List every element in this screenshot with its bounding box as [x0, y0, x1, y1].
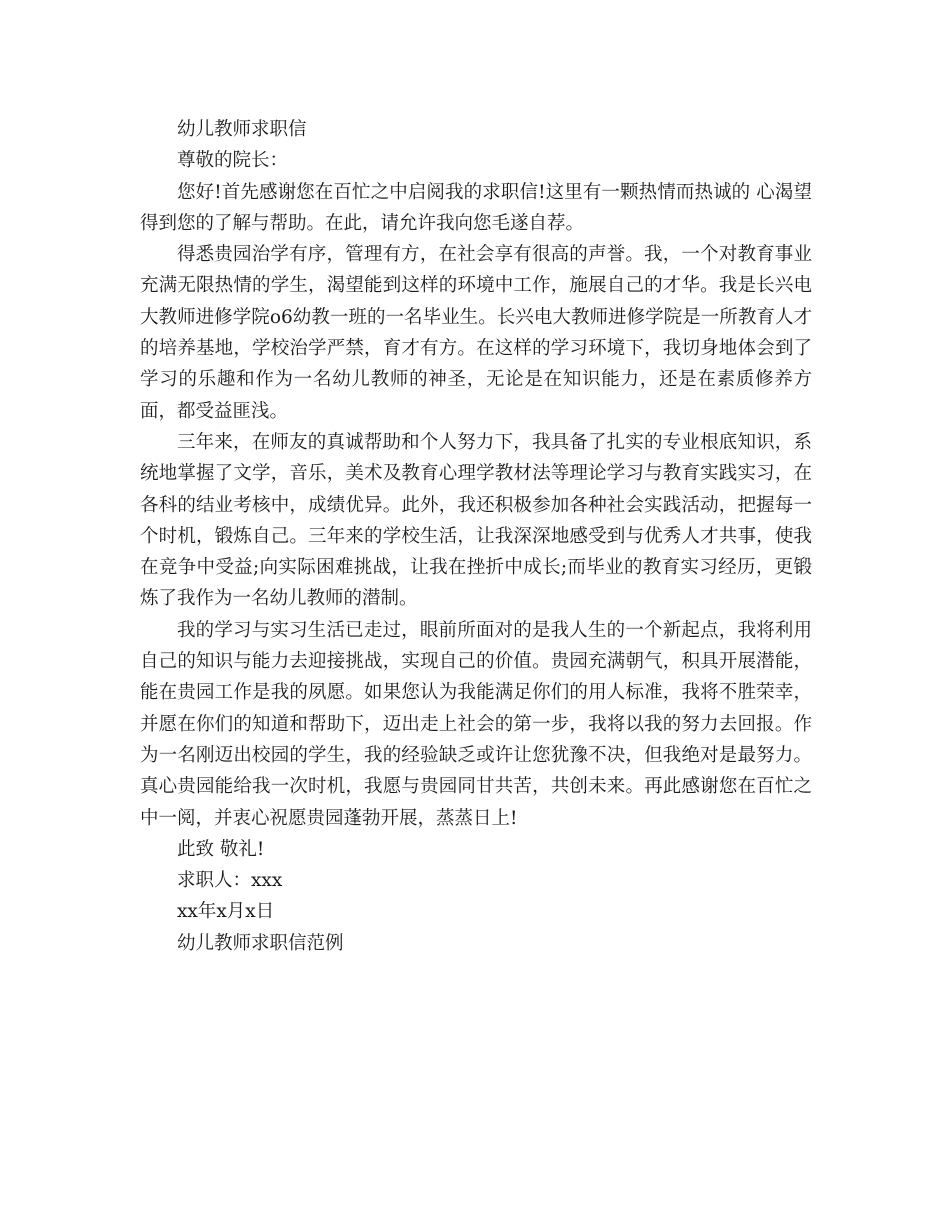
date: xx年x月x日 [177, 901, 275, 923]
signer: 求职人：xxx [177, 870, 283, 892]
body-paragraph-school: 得悉贵园治学有序，管理有方，在社会享有很高的声誉。我，一个对教育事业充满无限热情的学生，渴望能到这样的环境中工作，施展自己的才华。我是长兴电大教师进修学院o6幼教一班的一名毕业生。长兴电大教师进修学院是一所教育人才的培养基地，学校治学严禁，育才有方。在这样的学习环境下，我切身地体会到了学习的乐趣和作为一名幼儿教师的神圣，无论是在知识能力，还是在素质修养方面，都受益匪浅。 [140, 244, 812, 422]
next-section-title: 幼儿教师求职信范例 [177, 932, 344, 954]
salutation: 尊敬的院长： [177, 150, 289, 172]
closing: 此致 敬礼! [177, 838, 265, 860]
document-title: 幼儿教师求职信 [177, 119, 307, 140]
body-paragraph-greeting: 您好!首先感谢您在百忙之中启阅我的求职信!这里有一颗热情而热诚的 心渴望得到您的了解与帮助。在此，请允许我向您毛遂自荐。 [140, 181, 812, 234]
document-page [140, 114, 812, 959]
body-paragraph-experience: 三年来，在师友的真诚帮助和个人努力下，我具备了扎实的专业根底知识，系统地掌握了文学，音乐，美术及教育心理学教材法等理论学习与教育实践实习，在各科的结业考核中，成绩优异。此外，我还积极参加各种社会实践活动，把握每一个时机，锻炼自己。三年来的学校生活，让我深深地感受到与优秀人才共事，使我在竞争中受益;向实际困难挑战，让我在挫折中成长;而毕业的教育实习经历，更锻炼了我作为一名幼儿教师的潜制。 [140, 431, 812, 610]
body-paragraph-aspiration: 我的学习与实习生活已走过，眼前所面对的是我人生的一个新起点，我将利用自己的知识与能力去迎接挑战，实现自己的价值。贵园充满朝气，积具开展潜能，能在贵园工作是我的夙愿。如果您认为我能满足你们的用人标准，我将不胜荣幸，并愿在你们的知道和帮助下，迈出走上社会的第一步，我将以我的努力去回报。作为一名刚迈出校园的学生，我的经验缺乏或许让您犹豫不决，但我绝对是最努力。真心贵园能给我一次时机，我愿与贵园同甘共苦，共创未来。再此感谢您在百忙之中一阅，并衷心祝愿贵园蓬勃开展，蒸蒸日上! [140, 619, 812, 829]
